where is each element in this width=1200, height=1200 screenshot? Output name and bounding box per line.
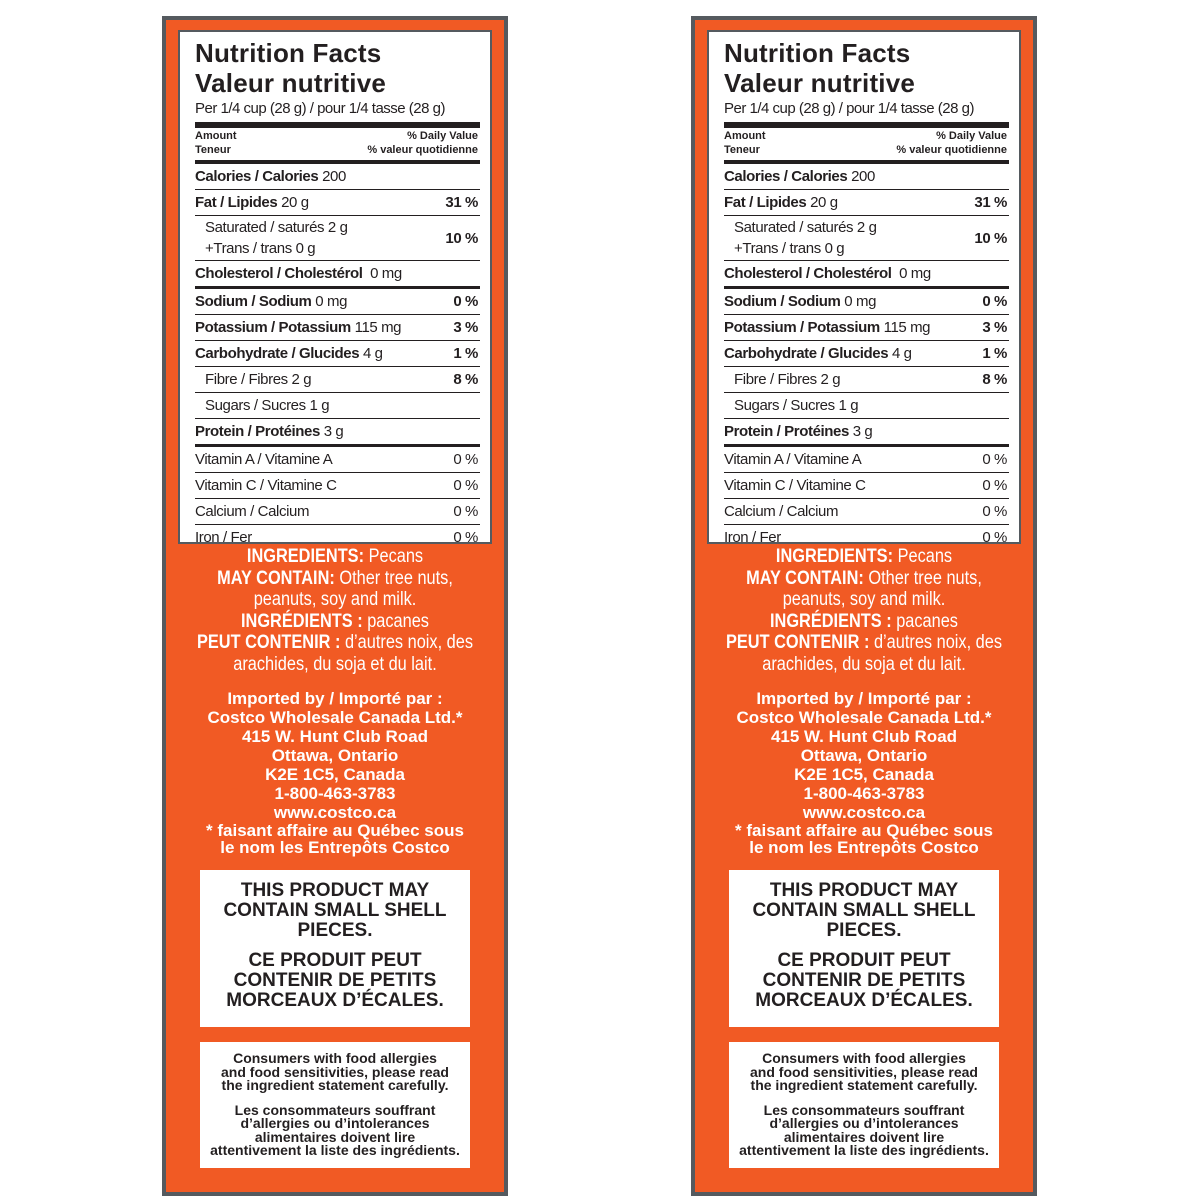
title-english: Nutrition Facts bbox=[724, 38, 911, 68]
sodium-percent: 0 % bbox=[982, 293, 1007, 310]
saturated-trans-row bbox=[195, 216, 480, 261]
vitamin-a-percent: 0 % bbox=[453, 451, 478, 468]
fibre-label: Fibre / Fibres 2 g bbox=[205, 371, 312, 388]
may-contain-value: Other tree nuts, bbox=[334, 567, 453, 589]
importer-line-3: 415 W. Hunt Club Road bbox=[241, 727, 429, 746]
importer-line-5: K2E 1C5, Canada bbox=[794, 765, 934, 784]
calcium-percent: 0 % bbox=[453, 503, 478, 520]
may-contain-label: MAY CONTAIN: bbox=[746, 567, 864, 589]
shell-warning-fr-3: MORCEAUX D’ÉCALES. bbox=[755, 990, 973, 1011]
importer-line-1: Imported by / Importé par : bbox=[756, 689, 972, 708]
importer-block bbox=[166, 689, 504, 856]
ingredients-label: INGREDIENTS: bbox=[246, 546, 365, 567]
sodium-label: Sodium / Sodium bbox=[724, 293, 841, 310]
iron-percent: 0 % bbox=[453, 529, 478, 546]
allergy-fr-4: attentivement la liste des ingrédients. bbox=[739, 1142, 989, 1158]
cholesterol-row bbox=[195, 261, 480, 289]
importer-line-4: Ottawa, Ontario bbox=[800, 746, 928, 765]
cholesterol-value: 0 mg bbox=[370, 265, 402, 282]
allergy-fr-3: alimentaires doivent lire bbox=[254, 1128, 416, 1145]
potassium-label: Potassium / Potassium bbox=[724, 319, 880, 336]
carbohydrate-row bbox=[195, 341, 480, 367]
may-contain-value-cont: peanuts, soy and milk. bbox=[253, 589, 417, 610]
calories-label: Calories / Calories bbox=[195, 168, 319, 185]
shell-warning-fr-2: CONTENIR DE PETITS bbox=[233, 970, 437, 991]
may-contain-value: Other tree nuts, bbox=[863, 567, 982, 589]
importer-website: www.costco.ca bbox=[273, 803, 397, 822]
sodium-percent: 0 % bbox=[453, 293, 478, 310]
saturated-label: Saturated / saturés 2 g bbox=[734, 219, 877, 236]
peut-contenir-value: d’autres noix, des bbox=[869, 632, 1003, 653]
saturated-trans-percent: 10 % bbox=[974, 229, 1007, 247]
calcium-row bbox=[724, 499, 1009, 525]
sodium-value: 0 mg bbox=[315, 293, 348, 310]
potassium-percent: 3 % bbox=[982, 319, 1007, 336]
shell-warning-fr-3: MORCEAUX D’ÉCALES. bbox=[226, 990, 444, 1011]
vitamin-c-percent: 0 % bbox=[453, 477, 478, 494]
calories-label: Calories / Calories bbox=[724, 168, 848, 185]
carbohydrate-value: 4 g bbox=[362, 345, 383, 362]
fibre-percent: 8 % bbox=[982, 371, 1007, 388]
importer-phone: 1-800-463-3783 bbox=[803, 784, 925, 803]
importer-line-2: Costco Wholesale Canada Ltd.* bbox=[207, 708, 463, 727]
importer-website: www.costco.ca bbox=[802, 803, 926, 822]
sugars-row bbox=[724, 393, 1009, 419]
fat-row bbox=[724, 190, 1009, 216]
fat-row bbox=[195, 190, 480, 216]
title-english: Nutrition Facts bbox=[195, 38, 382, 68]
potassium-row bbox=[724, 315, 1009, 341]
shell-warning-fr-1: CE PRODUIT PEUT bbox=[777, 950, 951, 971]
fibre-row bbox=[195, 367, 480, 393]
daily-value-label-fr: % valeur quotidienne bbox=[367, 144, 478, 156]
vitamin-a-row bbox=[195, 447, 480, 473]
column-header bbox=[724, 128, 1009, 164]
protein-row bbox=[724, 419, 1009, 447]
vitamin-a-row bbox=[724, 447, 1009, 473]
daily-value-label-fr: % valeur quotidienne bbox=[896, 144, 1007, 156]
title-french: Valeur nutritive bbox=[724, 68, 916, 98]
ingredients-value: Pecans bbox=[893, 546, 953, 567]
calcium-percent: 0 % bbox=[982, 503, 1007, 520]
saturated-trans-percent: 10 % bbox=[445, 229, 478, 247]
shell-warning-en-1: THIS PRODUCT MAY bbox=[769, 880, 959, 901]
may-contain-label: MAY CONTAIN: bbox=[217, 567, 335, 589]
cholesterol-row bbox=[724, 261, 1009, 289]
importer-line-2: Costco Wholesale Canada Ltd.* bbox=[736, 708, 992, 727]
vitamin-c-row bbox=[724, 473, 1009, 499]
trans-label: +Trans / trans 0 g bbox=[734, 240, 845, 257]
carbohydrate-row bbox=[724, 341, 1009, 367]
carbohydrate-percent: 1 % bbox=[453, 345, 478, 362]
saturated-trans-row bbox=[724, 216, 1009, 261]
potassium-row bbox=[195, 315, 480, 341]
fat-value: 20 g bbox=[810, 194, 838, 211]
fibre-label: Fibre / Fibres 2 g bbox=[734, 371, 841, 388]
importer-note-2: le nom les Entrepôts Costco bbox=[220, 838, 450, 857]
sodium-label: Sodium / Sodium bbox=[195, 293, 312, 310]
daily-value-label: % Daily Value bbox=[407, 130, 478, 142]
vitamin-a-label: Vitamin A / Vitamine A bbox=[724, 451, 862, 468]
allergy-en-2: and food sensitivities, please read bbox=[221, 1063, 449, 1080]
sugars-label: Sugars / Sucres 1 g bbox=[734, 397, 859, 414]
protein-row bbox=[195, 419, 480, 447]
allergy-en-3: the ingredient statement carefully. bbox=[750, 1077, 978, 1093]
importer-phone: 1-800-463-3783 bbox=[274, 784, 396, 803]
column-header bbox=[195, 128, 480, 164]
peut-contenir-value-cont: arachides, du soja et du lait. bbox=[762, 653, 966, 675]
fat-value: 20 g bbox=[281, 194, 309, 211]
potassium-value: 115 mg bbox=[883, 319, 931, 336]
protein-value: 3 g bbox=[852, 423, 873, 440]
amount-label: Amount bbox=[724, 130, 766, 142]
allergy-fr-1: Les consommateurs souffrant bbox=[763, 1101, 965, 1118]
carbohydrate-percent: 1 % bbox=[982, 345, 1007, 362]
amount-label: Amount bbox=[195, 130, 237, 142]
nutrition-title bbox=[724, 38, 1009, 98]
ingredients-block bbox=[190, 546, 481, 675]
vitamin-c-label: Vitamin C / Vitamine C bbox=[195, 477, 337, 494]
allergy-en-3: the ingredient statement carefully. bbox=[221, 1077, 449, 1093]
fat-percent: 31 % bbox=[445, 194, 478, 211]
iron-label: Iron / Fer bbox=[195, 529, 252, 546]
nutrition-facts-table bbox=[707, 30, 1021, 544]
iron-percent: 0 % bbox=[982, 529, 1007, 546]
shell-warning-box bbox=[729, 870, 999, 1027]
ingredients-label: INGREDIENTS: bbox=[775, 546, 894, 567]
importer-note-1: * faisant affaire au Québec sous bbox=[206, 821, 464, 840]
title-french: Valeur nutritive bbox=[195, 68, 387, 98]
cholesterol-label: Cholesterol / Cholestérol bbox=[195, 265, 363, 282]
fat-label: Fat / Lipides bbox=[195, 194, 278, 211]
amount-label-fr: Teneur bbox=[724, 144, 760, 156]
shell-warning-en-2: CONTAIN SMALL SHELL bbox=[223, 900, 447, 921]
vitamin-a-label: Vitamin A / Vitamine A bbox=[195, 451, 333, 468]
sugars-row bbox=[195, 393, 480, 419]
sodium-row bbox=[724, 289, 1009, 315]
potassium-percent: 3 % bbox=[453, 319, 478, 336]
calories-value: 200 bbox=[322, 168, 346, 185]
shell-warning-en-3: PIECES. bbox=[297, 920, 373, 941]
ingredients-fr-label: INGRÉDIENTS : bbox=[241, 610, 363, 632]
cholesterol-label: Cholesterol / Cholestérol bbox=[724, 265, 892, 282]
saturated-label: Saturated / saturés 2 g bbox=[205, 219, 348, 236]
importer-line-1: Imported by / Importé par : bbox=[227, 689, 443, 708]
label-panel-left bbox=[162, 16, 508, 1196]
serving-size: Per 1/4 cup (28 g) / pour 1/4 tasse (28 g) bbox=[724, 99, 1009, 128]
sodium-value: 0 mg bbox=[844, 293, 877, 310]
allergy-fr-2: d’allergies ou d’intolerances bbox=[769, 1115, 959, 1131]
cholesterol-value: 0 mg bbox=[899, 265, 931, 282]
allergy-fr-4: attentivement la liste des ingrédients. bbox=[210, 1142, 460, 1158]
trans-label: +Trans / trans 0 g bbox=[205, 240, 316, 257]
ingredients-fr-value: pacanes bbox=[362, 610, 429, 632]
fat-percent: 31 % bbox=[974, 194, 1007, 211]
serving-size: Per 1/4 cup (28 g) / pour 1/4 tasse (28 g) bbox=[195, 99, 480, 128]
importer-line-3: 415 W. Hunt Club Road bbox=[770, 727, 958, 746]
carbohydrate-value: 4 g bbox=[891, 345, 912, 362]
vitamin-c-label: Vitamin C / Vitamine C bbox=[724, 477, 866, 494]
iron-label: Iron / Fer bbox=[724, 529, 781, 546]
allergy-en-2: and food sensitivities, please read bbox=[750, 1063, 978, 1080]
calories-row bbox=[724, 164, 1009, 190]
calcium-row bbox=[195, 499, 480, 525]
shell-warning-en-2: CONTAIN SMALL SHELL bbox=[752, 900, 976, 921]
allergy-en-1: Consumers with food allergies bbox=[762, 1050, 966, 1066]
label-panel-right bbox=[691, 16, 1037, 1196]
importer-line-4: Ottawa, Ontario bbox=[271, 746, 399, 765]
allergy-fr-2: d’allergies ou d’intolerances bbox=[240, 1115, 430, 1131]
importer-block bbox=[695, 689, 1033, 856]
allergy-fr-3: alimentaires doivent lire bbox=[783, 1128, 945, 1145]
potassium-label: Potassium / Potassium bbox=[195, 319, 351, 336]
peut-contenir-value-cont: arachides, du soja et du lait. bbox=[233, 653, 437, 675]
shell-warning-fr-2: CONTENIR DE PETITS bbox=[762, 970, 966, 991]
shell-warning-fr-1: CE PRODUIT PEUT bbox=[248, 950, 422, 971]
vitamin-a-percent: 0 % bbox=[982, 451, 1007, 468]
fibre-row bbox=[724, 367, 1009, 393]
sugars-label: Sugars / Sucres 1 g bbox=[205, 397, 330, 414]
protein-value: 3 g bbox=[323, 423, 344, 440]
allergy-notice-box bbox=[729, 1042, 999, 1168]
vitamin-c-row bbox=[195, 473, 480, 499]
shell-warning-en-1: THIS PRODUCT MAY bbox=[240, 880, 430, 901]
importer-note-2: le nom les Entrepôts Costco bbox=[749, 838, 979, 857]
protein-label: Protein / Protéines bbox=[195, 423, 320, 440]
importer-note-1: * faisant affaire au Québec sous bbox=[735, 821, 993, 840]
ingredients-block bbox=[719, 546, 1010, 675]
amount-label-fr: Teneur bbox=[195, 144, 231, 156]
peut-contenir-value: d’autres noix, des bbox=[340, 632, 474, 653]
may-contain-value-cont: peanuts, soy and milk. bbox=[782, 589, 946, 610]
shell-warning-box bbox=[200, 870, 470, 1027]
calcium-label: Calcium / Calcium bbox=[195, 503, 310, 520]
shell-warning-en-3: PIECES. bbox=[826, 920, 902, 941]
fibre-percent: 8 % bbox=[453, 371, 478, 388]
protein-label: Protein / Protéines bbox=[724, 423, 849, 440]
vitamin-c-percent: 0 % bbox=[982, 477, 1007, 494]
calories-value: 200 bbox=[851, 168, 875, 185]
sodium-row bbox=[195, 289, 480, 315]
carbohydrate-label: Carbohydrate / Glucides bbox=[195, 345, 360, 362]
ingredients-fr-value: pacanes bbox=[891, 610, 958, 632]
carbohydrate-label: Carbohydrate / Glucides bbox=[724, 345, 889, 362]
peut-contenir-label: PEUT CONTENIR : bbox=[725, 632, 870, 653]
peut-contenir-label: PEUT CONTENIR : bbox=[196, 632, 341, 653]
calories-row bbox=[195, 164, 480, 190]
allergy-notice-box bbox=[200, 1042, 470, 1168]
ingredients-fr-label: INGRÉDIENTS : bbox=[770, 610, 892, 632]
allergy-fr-1: Les consommateurs souffrant bbox=[234, 1101, 436, 1118]
daily-value-label: % Daily Value bbox=[936, 130, 1007, 142]
potassium-value: 115 mg bbox=[354, 319, 402, 336]
calcium-label: Calcium / Calcium bbox=[724, 503, 839, 520]
ingredients-value: Pecans bbox=[364, 546, 424, 567]
nutrition-title bbox=[195, 38, 480, 98]
fat-label: Fat / Lipides bbox=[724, 194, 807, 211]
nutrition-facts-table bbox=[178, 30, 492, 544]
importer-line-5: K2E 1C5, Canada bbox=[265, 765, 405, 784]
allergy-en-1: Consumers with food allergies bbox=[233, 1050, 437, 1066]
